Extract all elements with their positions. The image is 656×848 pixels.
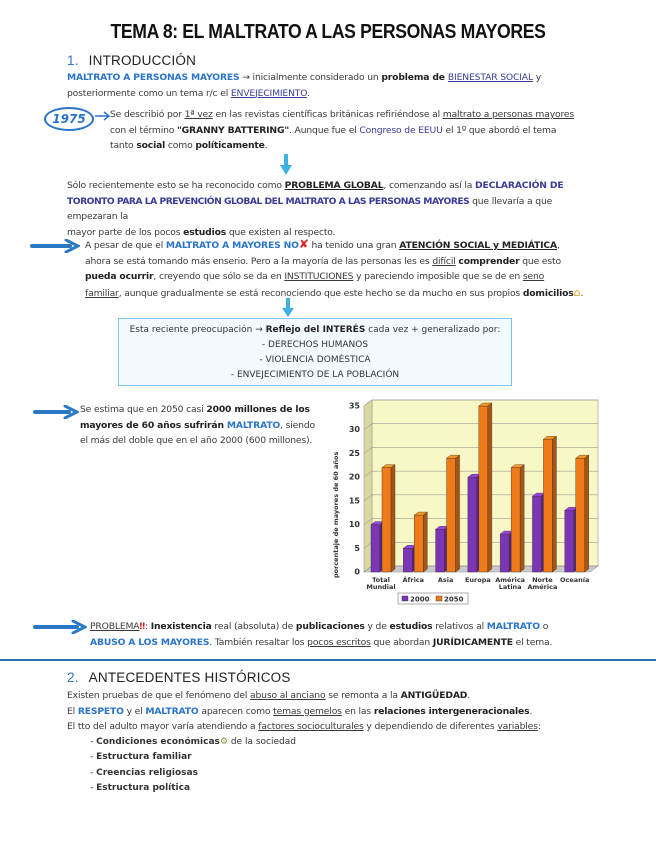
text-span: , comenzando así la [383,180,476,191]
chart-y-tick-label: 0 [354,567,360,577]
chart-bar-side [585,455,589,572]
chart-y-tick-label: 5 [354,543,360,553]
cross-icon: ✘ [298,237,309,251]
text-span: Estructura política [96,783,191,794]
arrow-right-bullet-icon [33,620,87,634]
text-span: pueda ocurrir [85,271,154,282]
chart-bar [543,439,552,572]
text-span: ahora se está tomando más enserio. Pero a la mayoría de las personas les es [85,255,433,267]
chart-bar [479,406,488,572]
text-span: Estructura familiar [96,752,192,763]
text-span: . [580,287,584,299]
text-span: factores socioculturales [258,721,364,732]
section-number: 2. [67,670,79,685]
text-span: RESPETO [77,705,124,717]
chart-bar [371,525,380,572]
paragraph-problem [90,619,610,650]
text-span: Se estima que en 2050 casi [80,404,207,415]
arrow-down-icon [279,154,293,176]
chart-bar [447,458,456,572]
text-span: JURÍDICAMENTE [432,636,513,648]
text-span: , siendo [280,419,316,431]
text-span: el tema. [512,636,553,648]
text-span: de la sociedad [227,737,296,747]
text-span: . También resaltar los [209,636,308,648]
arrow-right-bullet-icon [30,239,80,253]
arrow-right-bullet-icon [33,405,79,419]
text-span: Se describió por [110,109,185,120]
text-span: MALTRATO A MAYORES [165,240,281,251]
text-span: o [539,621,549,632]
text-span: ABUSO A LOS MAYORES [90,636,210,648]
text-span: ENVEJECIMIENTO [230,87,307,99]
text-span: y dependiendo de diferentes [363,721,498,732]
chart-x-tick-label: Total [372,576,390,584]
text-span: que esto [519,255,561,267]
text-span: y pareciendo imposible que se de en [353,271,523,282]
text-span: Condiciones económicas [96,737,220,747]
text-span: en las revistas científicas británicas refiriéndose al [212,109,443,120]
chart-x-tick-label: Norte [532,576,553,584]
text-span: seno [522,271,545,282]
text-span: 1ª vez [184,109,213,120]
chart-x-tick-label: Asia [437,576,454,584]
text-span: y de [364,621,390,632]
box-item: - ENVEJECIMIENTO DE LA POBLACIÓN [230,370,400,380]
text-span: MALTRATO [486,621,540,632]
chart-legend-swatch [402,596,408,601]
text-span: variables [497,721,538,732]
text-span: que abordan [370,636,433,648]
section-title: ANTECEDENTES HISTÓRICOS [88,670,291,685]
chart-bar-side [423,512,427,572]
chart-bar-side [391,465,395,572]
text-span: NO [280,240,299,251]
text-span: en las [341,705,374,717]
section-number: 1. [67,53,79,68]
box-item: - VIOLENCIA DOMÉSTICA [259,355,371,365]
text-span: Sólo recientemente esto se ha reconocido como [67,180,285,191]
list-item: - Estructura política [90,783,191,794]
text-span: , [556,240,560,251]
text-span: con el término [110,124,178,136]
interest-box [118,318,512,386]
text-span: Congreso de EEUU [359,124,443,136]
text-span: comprender [458,255,520,267]
chart-bar [511,468,520,572]
chart-bar [565,510,574,572]
section-title: INTRODUCCIÓN [88,53,197,68]
chart-side-wall [364,400,372,572]
paragraph-projection [80,402,320,449]
double-exclamation-icon: ‼ [139,621,146,632]
chart-y-tick-label: 15 [348,496,360,506]
arrow-down-icon [281,298,295,318]
chart-bar [468,477,477,572]
chart-bar [576,458,585,572]
text-span: que existen al respecto. [226,226,336,238]
text-span: Reflejo del INTERÉS [265,325,366,335]
text-span: el 1º que abordó el tema [442,124,557,136]
text-span: . [467,690,471,701]
text-span: TORONTO PARA LA PREVENCIÓN GLOBAL DEL MALTRATO A LAS PERSONAS MAYORES [67,195,470,207]
text-span: : [145,621,151,632]
section-divider [0,659,656,661]
text-span: : [537,721,541,732]
text-span: 2000 millones de los [206,404,310,415]
chart-bar [403,548,412,572]
text-span: real (absoluta) de [211,621,296,632]
text-span: relaciones intergeneracionales [373,705,530,717]
gears-icon: ⚙ [219,737,228,747]
variables-list [90,735,490,797]
text-span: problema de [381,72,448,83]
text-span: políticamente [195,140,265,151]
text-span: que llevaría a que empezaran la [67,195,553,222]
chart-y-tick-label: 30 [348,425,360,435]
chart-y-tick-label: 35 [348,401,360,411]
paragraph-intro-3 [67,178,587,240]
text-span: y el [123,705,146,717]
text-span: maltrato a personas mayores [442,109,575,120]
chart-bar [436,529,445,572]
text-span: → inicialmente considerado un [239,72,382,83]
chart-x-tick-label: Europa [464,576,491,584]
text-span: DECLARACIÓN DE [475,180,564,191]
year-badge: 1975 [44,107,94,131]
text-span: como [165,140,196,151]
chart-bar-side [456,455,460,572]
text-span: familiar [85,287,119,299]
text-span: . [264,140,268,151]
text-span: temas gemelos [273,705,342,717]
paragraph-intro-2 [110,107,590,154]
text-span: estudios [389,621,433,632]
list-item: - Estructura familiar [90,752,192,763]
text-span: MALTRATO [226,419,281,431]
text-span: se remonta a la [325,690,401,701]
chart-legend-swatch [436,596,442,601]
text-span: . [306,87,310,99]
chart-y-tick-label: 20 [348,472,360,482]
text-span: tanto [110,140,137,151]
paragraph-intro-4 [85,237,597,301]
text-span: ha tenido una gran [308,240,400,251]
section-heading-intro [67,53,196,68]
paragraph-history [67,688,607,735]
text-span: y [532,72,541,83]
chart-legend-label: 2000 [410,595,430,604]
text-span: , creyendo que sólo se da en [153,271,285,282]
chart-bar-side [552,436,556,572]
text-span: publicaciones [295,621,365,632]
text-span: . [529,705,533,717]
text-span: ATENCIÓN SOCIAL y MEDIÁTICA [399,240,557,251]
text-span: estudios [183,226,227,238]
text-span: mayores de 60 años sufrirán [80,419,227,431]
paragraph-intro-1 [67,70,587,101]
chart-legend [398,593,468,604]
text-span: Existen pruebas de que el fenómeno del [67,690,250,701]
text-span: , aunque gradualmente se está reconociendo que este hecho se da mucho en sus propios [118,287,523,299]
text-span: domicilios [522,287,574,299]
text-span: ANTIGÜEDAD [400,690,468,701]
page-title: TEMA 8: EL MALTRATO A LAS PERSONAS MAYORES [110,21,546,43]
text-span: cada vez + generalizado por: [365,325,501,335]
text-span: PROBLEMA GLOBAL [284,180,384,191]
chart-bar-side [488,403,492,572]
text-span: pocos escritos [307,636,371,648]
list-item: - Condiciones económicas⚙ de la sociedad [90,737,296,747]
text-span: El tto del adulto mayor varía atendiendo a [67,721,259,732]
chart-bar [414,515,423,572]
elderly-population-chart [326,398,602,608]
text-span: el más del doble que en el año 2000 (600 millones). [80,435,313,446]
text-span: MALTRATO [145,705,199,717]
text-span: abuso al anciano [250,690,326,701]
box-heading [119,323,511,338]
text-span: INSTITUCIONES [284,271,354,282]
chart-bar [382,468,391,572]
chart-y-tick-label: 10 [348,520,360,530]
text-span: Esta reciente preocupación → [129,325,266,335]
text-span: aparecen como [198,705,274,717]
text-span: El [67,705,78,717]
text-span: Inexistencia [150,621,212,632]
chart-x-tick-label: Latina [498,583,522,591]
text-span: social [136,140,166,151]
text-span: "GRANNY BATTERING" [177,124,290,136]
chart-bar-side [520,465,524,572]
chart-bar [500,534,509,572]
text-span: BIENESTAR SOCIAL [447,72,533,83]
box-item: - DERECHOS HUMANOS [261,340,369,350]
chart-x-tick-label: Mundial [366,583,396,591]
text-span: mayor parte de los pocos [67,226,184,238]
chart-y-tick-label: 25 [348,448,360,458]
text-span: difícil [432,255,456,267]
text-span: A pesar de que el [85,240,166,251]
text-span: MALTRATO A PERSONAS MAYORES [67,72,240,83]
section-heading-history [67,670,291,685]
chart-x-tick-label: América [495,576,526,584]
text-span: Creencias religiosas [96,767,198,778]
chart-legend-label: 2050 [444,595,464,604]
text-span: posteriormente como un tema r/c el [67,87,231,99]
list-item: - Creencias religiosas [90,767,198,778]
text-span: PROBLEMA [90,621,140,632]
chart-y-axis-label: porcentaje de mayores de 60 años [332,451,340,578]
chart-x-tick-label: América [527,583,558,591]
house-icon: ⌂ [573,285,581,299]
chart-x-tick-label: África [402,576,425,584]
text-span: . Aunque fue el [289,124,360,136]
chart-bar [532,496,541,572]
chart-x-tick-label: Oceanía [560,576,590,584]
text-span: relativos al [432,621,487,632]
